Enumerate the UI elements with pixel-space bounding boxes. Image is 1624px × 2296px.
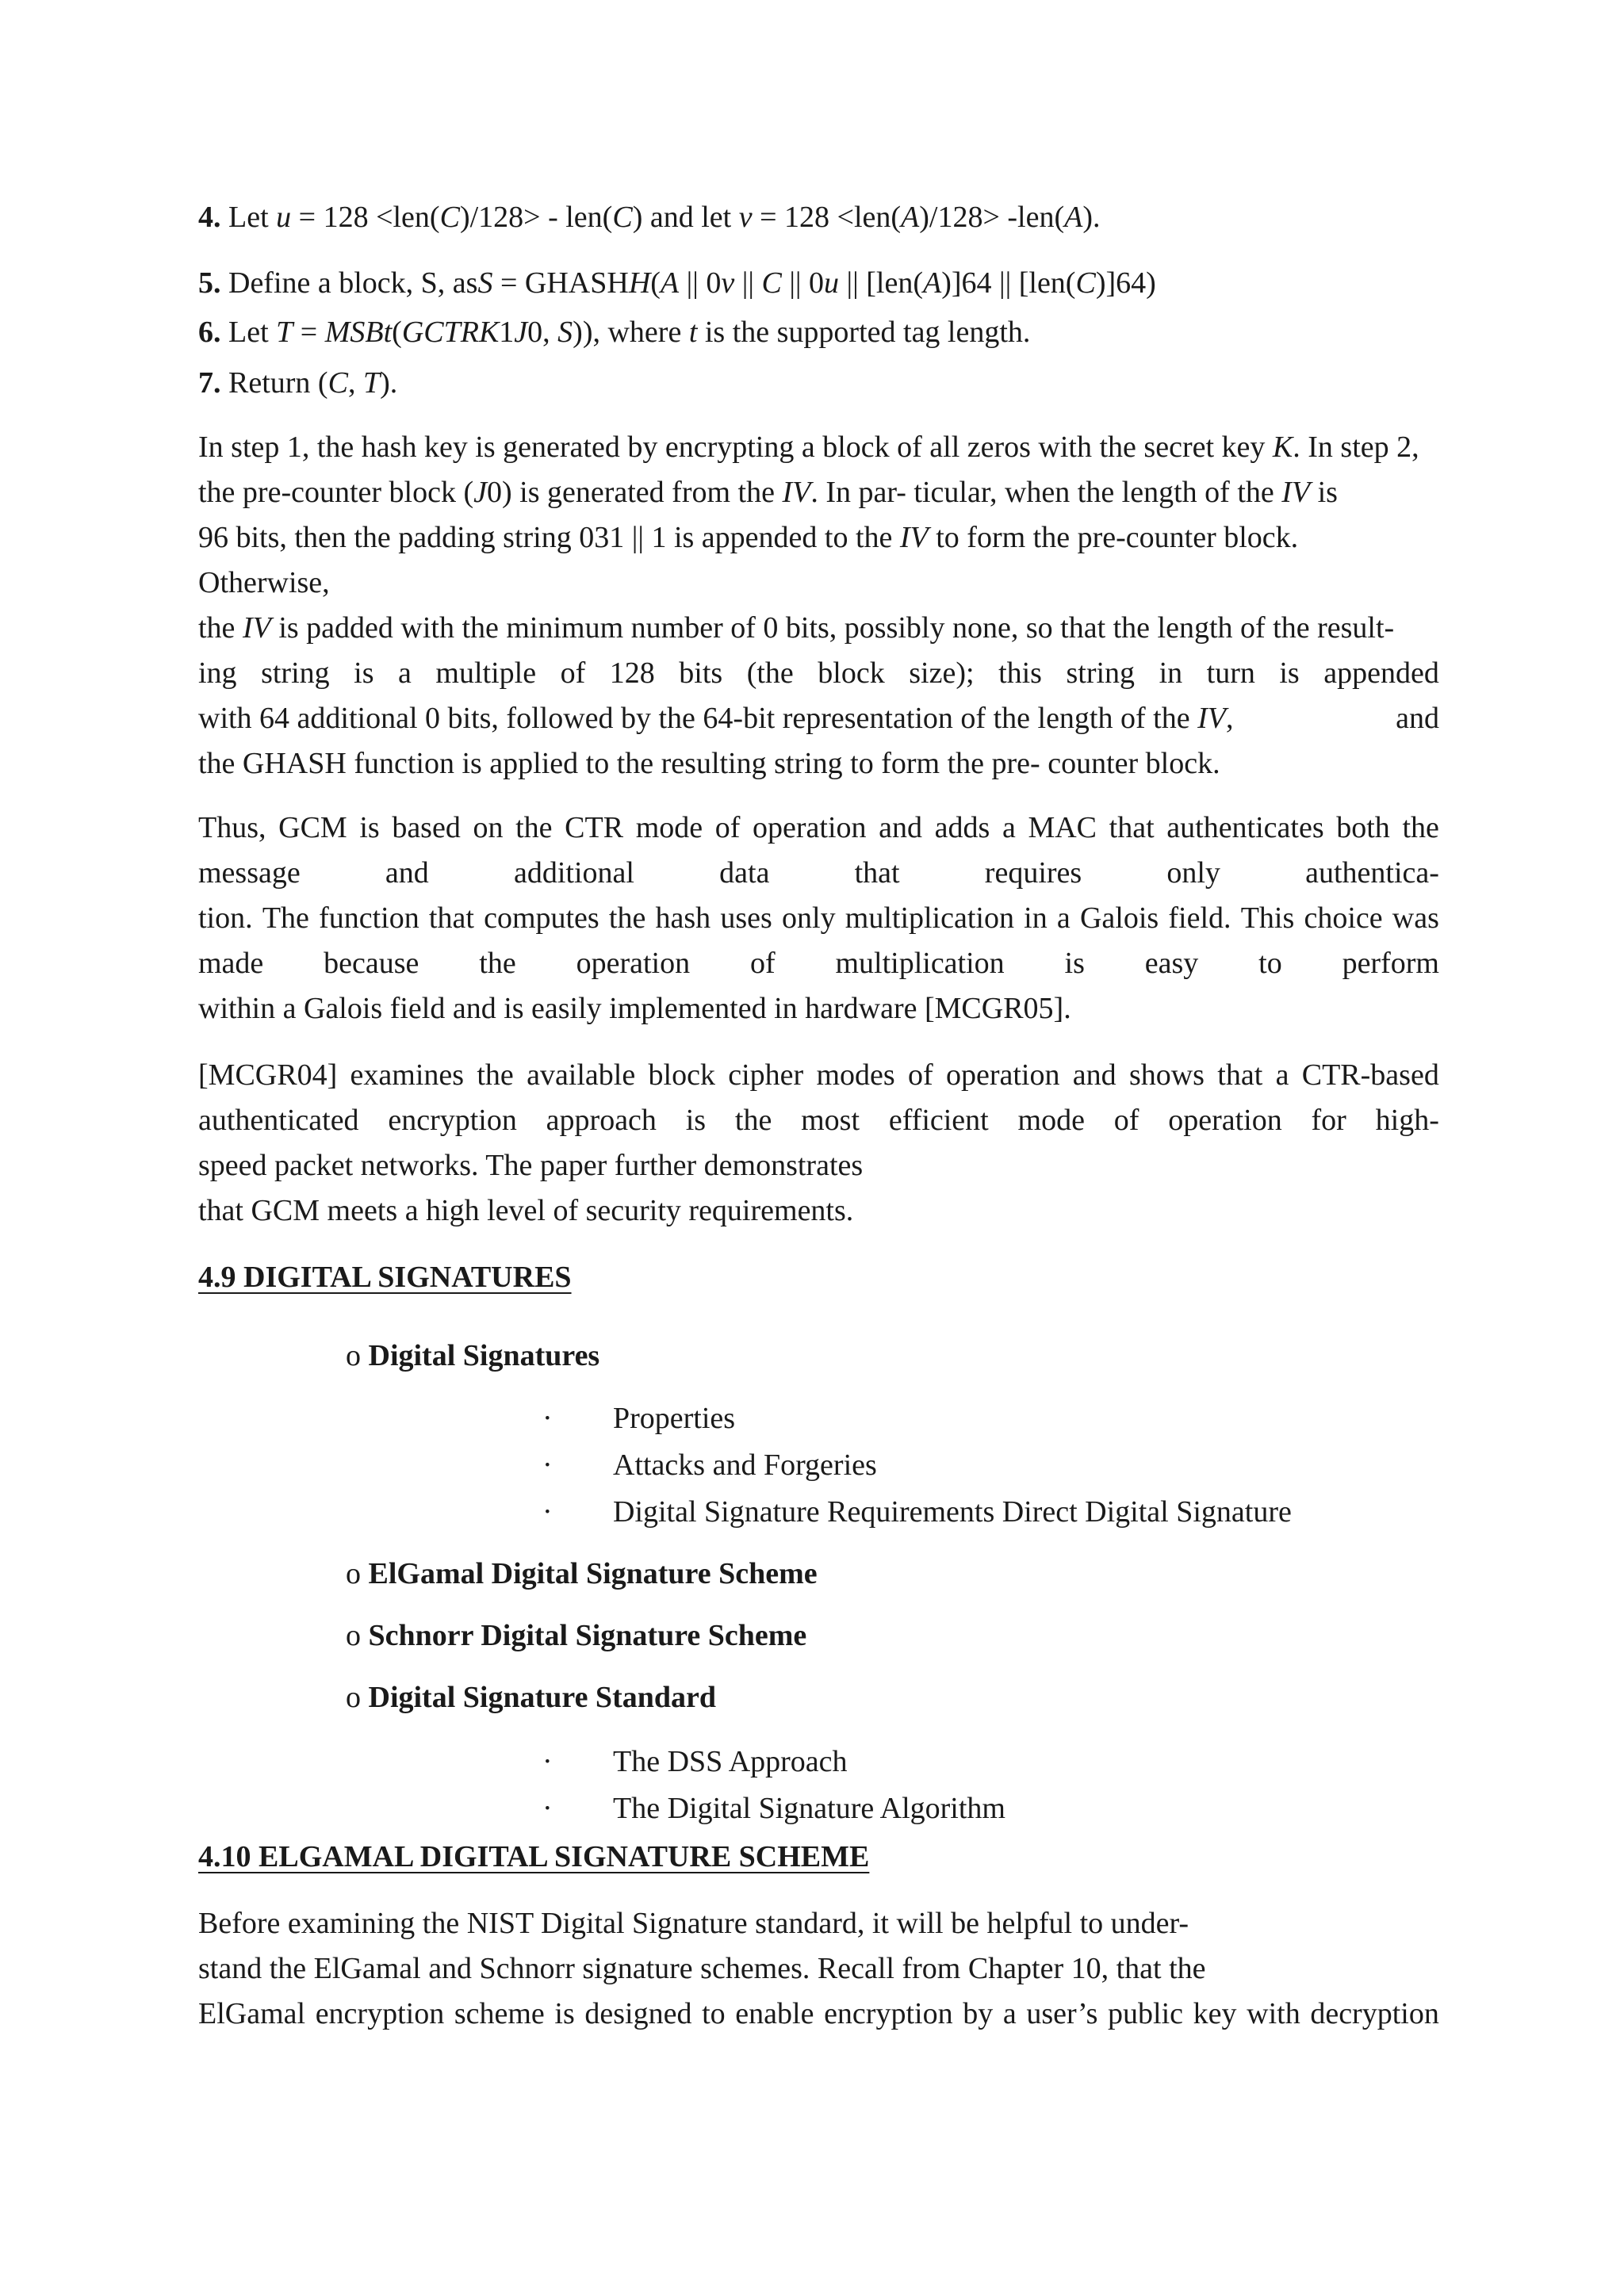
para2-line-5: within a Galois field and is easily implemented in hardware [MCGR05]. (198, 992, 1071, 1025)
para1-line-7: with 64 additional 0 bits, followed by the 64-bit representation of the length of the IV, and (198, 702, 1439, 735)
word: the (477, 1058, 514, 1092)
para1-line-5: the IV is padded with the minimum number of 0 bits, possibly none, so that the length of the result- (198, 611, 1395, 645)
word: (the (746, 656, 794, 690)
word: encryption (388, 1104, 517, 1137)
step-5: 5. Define a block, S, asS = GHASHH(A || 0v || C || 0u || [len(A)]64 || [len(C)]64) (198, 266, 1156, 300)
word: message (198, 856, 301, 890)
word: authentica- (1305, 856, 1439, 890)
word: ElGamal (198, 1997, 306, 2030)
word: operation (945, 1058, 1060, 1092)
word: ing (198, 656, 237, 690)
bullet-dot: · (542, 1402, 553, 1435)
para1-line-6 (198, 656, 1439, 691)
section-heading-4-9: 4.9 DIGITAL SIGNATURES (198, 1261, 572, 1294)
word: additional (513, 856, 634, 890)
word: 128 (609, 656, 655, 690)
word: that (854, 856, 900, 890)
word: that (428, 901, 474, 935)
word: that (1109, 811, 1155, 844)
word: the (515, 811, 553, 844)
word: only (1166, 856, 1220, 890)
para3-line-1 (198, 1058, 1439, 1093)
word: CTR-based (1301, 1058, 1439, 1092)
word: the (479, 947, 516, 980)
word: by (963, 1997, 994, 2030)
word: The (262, 901, 309, 935)
word: a (1056, 901, 1071, 935)
word: uses (720, 901, 772, 935)
word: operation (753, 811, 867, 844)
word: public (1108, 1997, 1184, 2030)
word: choice (1304, 901, 1383, 935)
word: scheme (454, 1997, 545, 2030)
toc-subitem: Properties (613, 1402, 736, 1435)
word: Thus, (198, 811, 266, 844)
word: both (1336, 811, 1390, 844)
word: user’s (1026, 1997, 1098, 2030)
para2-line-1 (198, 810, 1439, 845)
word: for (1311, 1104, 1346, 1137)
word: size); (909, 656, 975, 690)
toc-subitem: The Digital Signature Algorithm (613, 1792, 1005, 1825)
word: made (198, 947, 264, 980)
word: operation (1168, 1104, 1282, 1137)
word: approach (546, 1104, 657, 1137)
word: operation (576, 947, 691, 980)
word: is (359, 811, 380, 844)
word: to (702, 1997, 726, 2030)
word: was (1392, 901, 1439, 935)
word: shows (1128, 1058, 1205, 1092)
bullet-dot: · (542, 1448, 553, 1482)
word: Galois (1079, 901, 1159, 935)
word: of (714, 811, 741, 844)
word: perform (1342, 947, 1439, 980)
word: appended (1323, 656, 1439, 690)
word: hash (655, 901, 711, 935)
word: that (1217, 1058, 1263, 1092)
word: is (554, 1997, 575, 2030)
word: based (392, 811, 461, 844)
step-7: 7. Return (C, T). (198, 366, 398, 400)
word: a (398, 656, 412, 690)
toc-item-elgamal: o ElGamal Digital Signature Scheme (346, 1557, 818, 1590)
bullet-dot: · (542, 1792, 553, 1825)
section-heading-4-10: 4.10 ELGAMAL DIGITAL SIGNATURE SCHEME (198, 1840, 870, 1873)
word: authenticates (1166, 811, 1324, 844)
word: data (719, 856, 770, 890)
word: multiplication (845, 901, 1014, 935)
word: string (261, 656, 330, 690)
toc-subitem: Attacks and Forgeries (613, 1448, 877, 1482)
word: in (1024, 901, 1048, 935)
word: GCM (278, 811, 347, 844)
word: of (1113, 1104, 1139, 1137)
word: in (1159, 656, 1183, 690)
word: is (1279, 656, 1300, 690)
word: easy (1144, 947, 1199, 980)
word: of (560, 656, 586, 690)
word: mode (1017, 1104, 1085, 1137)
word: of (749, 947, 776, 980)
step-4: 4. Let u = 128 <len(C)/128> - len(C) and let v = 128 <len(A)/128> -len(A). (198, 201, 1101, 234)
word: multiple (435, 656, 537, 690)
para4-line-3 (198, 1996, 1439, 2031)
word: decryption (1310, 1997, 1439, 2030)
word: a (1275, 1058, 1289, 1092)
word: [MCGR04] (198, 1058, 338, 1092)
word: turn (1206, 656, 1255, 690)
word: high- (1375, 1104, 1439, 1137)
word: is (1064, 947, 1085, 980)
word: MAC (1028, 811, 1097, 844)
para2-line-4 (198, 946, 1439, 981)
word: field. (1168, 901, 1231, 935)
word: a (1002, 1997, 1017, 2030)
word: mode (635, 811, 703, 844)
word: block (648, 1058, 715, 1092)
word: this (998, 656, 1042, 690)
word: adds (934, 811, 990, 844)
word: string (1066, 656, 1136, 690)
word: the (1402, 811, 1439, 844)
word: efficient (888, 1104, 989, 1137)
para1-line-8: the GHASH function is applied to the resulting string to form the pre- counter block. (198, 747, 1220, 780)
word: the (734, 1104, 772, 1137)
toc-item-dss: o Digital Signature Standard (346, 1681, 716, 1714)
para3-line-3: speed packet networks. The paper further demonstrates (198, 1149, 864, 1182)
para4-line-2: stand the ElGamal and Schnorr signature schemes. Recall from Chapter 10, that the (198, 1952, 1206, 1985)
word: with (1247, 1997, 1300, 2030)
toc-item-digital-signatures: o Digital Signatures (346, 1339, 600, 1372)
word: CTR (565, 811, 624, 844)
word: only (782, 901, 836, 935)
para1-line-4: Otherwise, (198, 566, 330, 599)
word: tion. (198, 901, 253, 935)
para1-line-1: In step 1, the hash key is generated by encrypting a block of all zeros with the secret key K. In step 2, (198, 430, 1419, 464)
word: designed (584, 1997, 692, 2030)
toc-subitem: Digital Signature Requirements Direct Digital Signature (613, 1495, 1292, 1529)
para4-line-1: Before examining the NIST Digital Signature standard, it will be helpful to under- (198, 1907, 1189, 1940)
word: modes (816, 1058, 895, 1092)
bullet-dot: · (542, 1495, 553, 1529)
word: available (527, 1058, 636, 1092)
word: is (354, 656, 374, 690)
para1-line-2: the pre-counter block (J0) is generated from the IV. In par- ticular, when the length of the IV is (198, 476, 1338, 509)
word: block (818, 656, 885, 690)
word: and (1072, 1058, 1116, 1092)
word: authenticated (198, 1104, 359, 1137)
word: encryption (315, 1997, 445, 2030)
word: the (608, 901, 646, 935)
word: a (1002, 811, 1016, 844)
word: examines (350, 1058, 465, 1092)
toc-subitem: The DSS Approach (613, 1745, 848, 1778)
word: cipher (728, 1058, 804, 1092)
word: and (879, 811, 923, 844)
word: and (385, 856, 429, 890)
word: This (1240, 901, 1295, 935)
para2-line-2 (198, 855, 1439, 890)
step-6: 6. Let T = MSBt(GCTRK1J0, S)), where t is the supported tag length. (198, 316, 1031, 349)
word: because (324, 947, 419, 980)
para3-line-2 (198, 1103, 1439, 1138)
word: most (801, 1104, 860, 1137)
word: enable (735, 1997, 814, 2030)
word: encryption (824, 1997, 953, 2030)
para3-line-4: that GCM meets a high level of security requirements. (198, 1194, 854, 1227)
word: multiplication (835, 947, 1005, 980)
toc-item-schnorr: o Schnorr Digital Signature Scheme (346, 1619, 807, 1652)
para1-line-3: 96 bits, then the padding string 031 || 1 is appended to the IV to form the pre-counter block. (198, 521, 1299, 554)
word: bits (679, 656, 723, 690)
word: function (319, 901, 419, 935)
word: is (685, 1104, 707, 1137)
word: on (473, 811, 504, 844)
word: of (908, 1058, 933, 1092)
bullet-dot: · (542, 1745, 553, 1778)
word: to (1258, 947, 1282, 980)
word: requires (984, 856, 1082, 890)
para2-line-3 (198, 901, 1439, 936)
word: key (1193, 1997, 1237, 2030)
word: computes (484, 901, 599, 935)
